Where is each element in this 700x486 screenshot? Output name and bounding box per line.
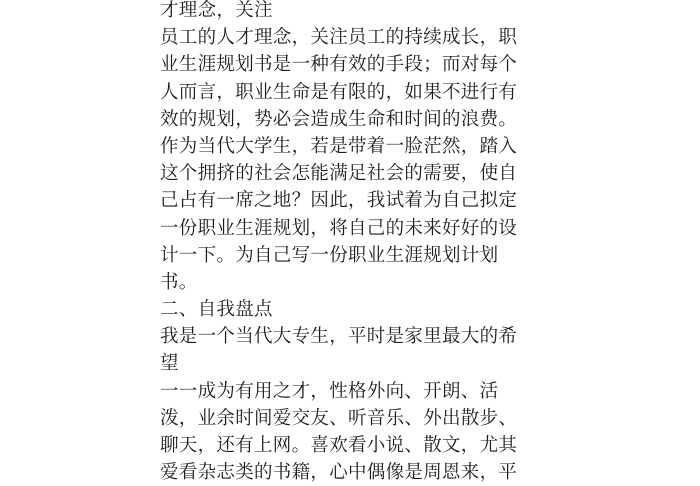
text-line: 人而言，职业生命是有限的，如果不进行有 <box>160 81 518 103</box>
text-line: 爱看杂志类的书籍，心中偶像是周恩来，平 <box>160 462 518 484</box>
text-line: 才理念，关注 <box>160 0 273 21</box>
text-line: 泼，业余时间爱交友、听音乐、外出散步、 <box>160 407 518 429</box>
text-line: 书。 <box>160 271 198 293</box>
text-line: 效的规划，势必会造成生命和时间的浪费。 <box>160 108 518 130</box>
text-line: 作为当代大学生，若是带着一脸茫然，踏入 <box>160 135 518 157</box>
text-line: 这个拥挤的社会怎能满足社会的需要，使自 <box>160 163 518 185</box>
text-line: 望 <box>160 353 179 375</box>
text-line: 聊天，还有上网。喜欢看小说、散文，尤其 <box>160 435 518 456</box>
text-line: 员工的人才理念，关注员工的持续成长，职 <box>160 27 518 49</box>
article-text <box>160 0 540 486</box>
text-line: 己占有一席之地？因此，我试着为自己拟定 <box>160 190 518 212</box>
text-line: 一份职业生涯规划，将自己的未来好好的设 <box>160 217 518 239</box>
text-line: 我是一个当代大专生，平时是家里最大的希 <box>160 326 518 348</box>
text-line: 一一成为有用之才，性格外向、开朗、活 <box>160 380 499 402</box>
section-heading: 二、自我盘点 <box>160 299 273 321</box>
text-line: 计一下。为自己写一份职业生涯规划计划 <box>160 244 499 266</box>
text-line: 业生涯规划书是一种有效的手段；而对每个 <box>160 54 518 76</box>
